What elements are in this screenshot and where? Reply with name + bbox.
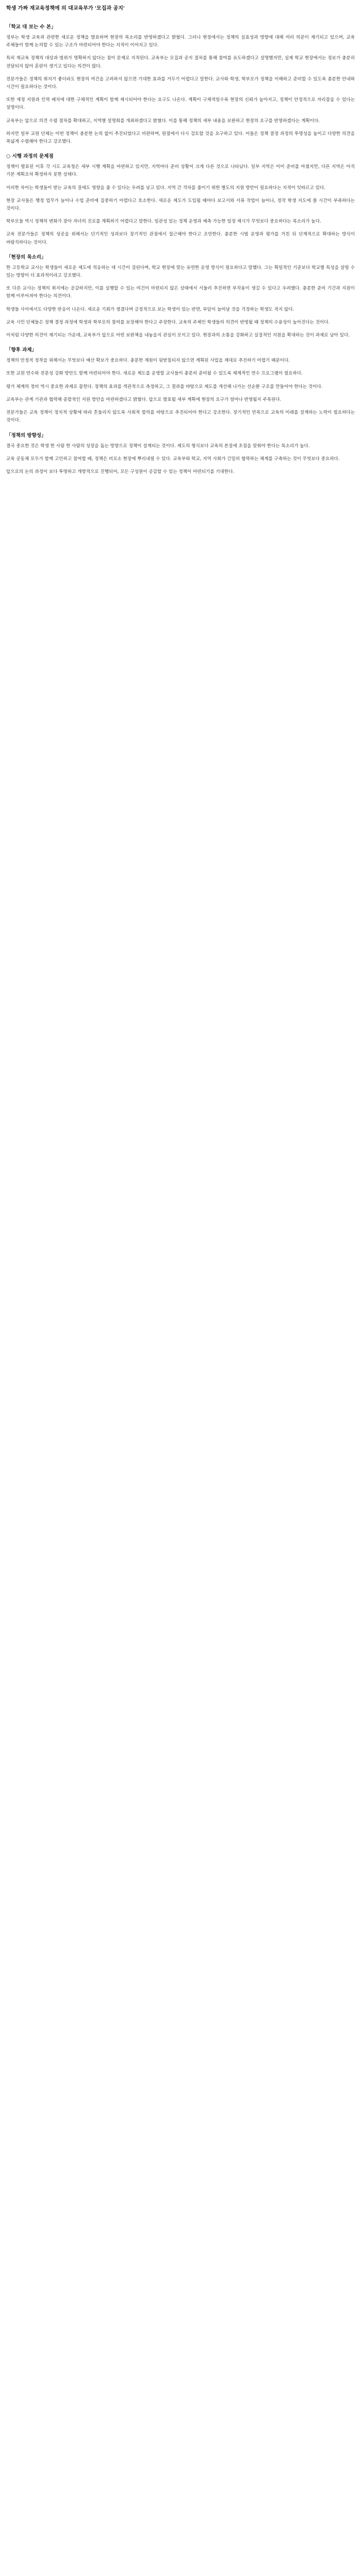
body-paragraph: 앞으로의 논의 과정이 보다 투명하고 개방적으로 진행되어, 모든 구성원이 공감할 수 있는 정책이 마련되기를 기대한다.: [6, 469, 235, 474]
body-paragraph: 정책의 안정적 정착을 위해서는 무엇보다 예산 확보가 중요하다. 충분한 재원이 뒷받침되지 않으면 계획된 사업을 제대로 추진하기 어렵기 때문이다.: [6, 358, 290, 364]
body-paragraph: 한 고등학교 교사는 학생들이 새로운 제도에 적응하는 데 시간이 걸린다며, 학교 현장에 맞는 유연한 운영 방식이 필요하다고 말했다. 그는 획일적인 기준보다 학교별 특성을 살릴 수 있는 방향이 더 효과적이라고 강조했다.: [6, 265, 355, 279]
body-paragraph: 하지만 일부 교원 단체는 이번 정책이 충분한 논의 없이 추진되었다고 비판하며, 원점에서 다시 검토할 것을 요구하고 있다. 이들은 정책 결정 과정의 투명성을 높이고 다양한 의견을 폭넓게 수렴해야 한다고 강조했다.: [6, 131, 355, 145]
body-paragraph: 교육 공동체 모두가 함께 고민하고 참여할 때, 정책은 비로소 현장에 뿌리내릴 수 있다. 교육부와 학교, 지역 사회가 긴밀히 협력하는 체계를 구축하는 것이 무엇보다 중요하다.: [6, 456, 340, 462]
body-paragraph: 전문가들은 교육 정책이 정치적 상황에 따라 흔들리지 않도록 사회적 합의를 바탕으로 추진되어야 한다고 강조한다. 장기적인 안목으로 교육의 미래를 설계하는 노력이 필요하다는 것이다.: [6, 410, 355, 423]
section-heading: ○ 시행 과정의 문제점: [6, 154, 54, 160]
section-heading: 「향후 과제」: [6, 347, 37, 353]
section-heading: 「학교 대 보는 수 본」: [6, 24, 56, 30]
section-heading: 「정책의 방향성」: [6, 432, 46, 438]
document-header-title: 학생 가짜 재교육정책에 의 대교육부가 '모집과 공지': [6, 6, 125, 11]
body-paragraph: 교육 시민 단체들은 정책 결정 과정에 학생과 학부모의 참여를 보장해야 한다고 주장한다. 교육의 주체인 학생들의 의견이 반영될 때 정책의 수용성이 높아진다는 것이다.: [6, 319, 330, 325]
body-paragraph: 평가 체계의 정비 역시 중요한 과제로 꼽힌다. 정책의 효과를 객관적으로 측정하고, 그 결과를 바탕으로 제도를 개선해 나가는 선순환 구조를 만들어야 한다는 것이다.: [6, 384, 323, 389]
body-paragraph: 또한 재정 지원과 인력 배치에 대한 구체적인 계획이 함께 제시되어야 한다는 요구도 나온다. 계획이 구체적일수록 현장의 신뢰가 높아지고, 정책이 안정적으로 자리잡을 수 있다는 설명이다.: [6, 97, 355, 111]
body-paragraph: 이러한 차이는 학생들이 받는 교육의 질에도 영향을 줄 수 있다는 우려를 낳고 있다. 지역 간 격차를 줄이기 위한 별도의 지원 방안이 필요하다는 지적이 잇따르고 있다.: [6, 185, 325, 191]
body-paragraph: 또 다른 교사는 정책의 취지에는 공감하지만, 이를 실행할 수 있는 여건이 마련되지 않은 상태에서 서둘러 추진하면 부작용이 생길 수 있다고 우려했다. 충분한 준비 기간과 지원이 함께 이루어져야 한다는 의견이다.: [6, 286, 355, 299]
section-heading: 「현장의 목소리」: [6, 254, 46, 260]
body-paragraph: 현장 교사들은 행정 업무가 늘어나 수업 준비에 집중하기 어렵다고 호소한다. 새로운 제도가 도입될 때마다 보고서와 서류 작업이 늘어나, 정작 학생 지도에 쓸 시간이 부족하다는 것이다.: [6, 198, 355, 212]
article-body: [6, 16, 355, 2576]
body-paragraph: 정부는 학생 교육과 관련한 새로운 정책을 발표하며 현장의 목소리를 반영하겠다고 밝혔다. 그러나 현장에서는 정책의 실효성과 방향에 대해 여러 의문이 제기되고 있으며, 교육 주체들이 함께 논의할 수 있는 구조가 마련되어야 한다는 지적이 이어지고 있다.: [6, 35, 355, 48]
body-paragraph: 결국 중요한 것은 학생 한 사람 한 사람의 성장을 돕는 방향으로 정책이 설계되는 것이다. 제도의 형식보다 교육의 본질에 초점을 맞춰야 한다는 목소리가 높다.: [6, 443, 310, 449]
body-paragraph: 정책이 발표된 이후 각 시도 교육청은 세부 시행 계획을 마련하고 있지만, 지역마다 준비 상황이 크게 다른 것으로 나타났다. 일부 지역은 이미 준비를 마쳤지만, 다른 지역은 아직 기본 계획조차 확정하지 못한 상태다.: [6, 164, 355, 178]
body-paragraph: 이처럼 다양한 의견이 제기되는 가운데, 교육부가 앞으로 어떤 보완책을 내놓을지 관심이 모이고 있다. 현장과의 소통을 강화하고 실질적인 지원을 확대하는 것이 과제로 남아 있다.: [6, 333, 350, 338]
body-paragraph: 교육부는 관계 기관과 협력해 종합적인 지원 방안을 마련하겠다고 밝혔다. 앞으로 발표될 세부 계획에 현장의 요구가 얼마나 반영될지 주목된다.: [6, 397, 282, 402]
body-paragraph: 특히 재교육 정책의 대상과 범위가 명확하지 않다는 점이 문제로 지적된다. 교육부는 모집과 공지 절차를 통해 참여를 유도하겠다고 설명했지만, 실제 학교 현장에서는 정보가 충분히 전달되지 않아 혼란이 생기고 있다는 의견이 많다.: [6, 56, 355, 69]
body-paragraph: 학부모들 역시 정책의 변화가 잦아 자녀의 진로를 계획하기 어렵다고 말한다. 일관성 있는 정책 운영과 예측 가능한 일정 제시가 무엇보다 중요하다는 목소리가 높다.: [6, 219, 321, 225]
body-paragraph: 학생들 사이에서도 다양한 반응이 나온다. 새로운 기회가 생겼다며 긍정적으로 보는 학생이 있는 반면, 부담이 늘어날 것을 걱정하는 학생도 적지 않다.: [6, 307, 294, 312]
body-paragraph: 또한 교원 연수와 전문성 강화 방안도 함께 마련되어야 한다. 새로운 제도를 운영할 교사들이 충분히 준비될 수 있도록 체계적인 연수 프로그램이 필요하다.: [6, 371, 303, 377]
body-paragraph: 교육부는 앞으로 의견 수렴 절차를 확대하고, 지역별 설명회를 개최하겠다고 밝혔다. 이를 통해 정책의 세부 내용을 보완하고 현장의 요구를 반영하겠다는 계획이다.: [6, 118, 320, 124]
body-paragraph: 교육 전문가들은 정책의 성공을 위해서는 단기적인 성과보다 장기적인 관점에서 접근해야 한다고 조언한다. 충분한 시범 운영과 평가를 거친 뒤 단계적으로 확대하는 방식이 바람직하다는 것이다.: [6, 232, 355, 245]
body-paragraph: 전문가들은 정책의 취지가 좋더라도 현장의 여건을 고려하지 않으면 기대한 효과를 거두기 어렵다고 말한다. 교사와 학생, 학부모가 정책을 이해하고 준비할 수 있도록 충분한 안내와 시간이 필요하다는 것이다.: [6, 76, 355, 90]
